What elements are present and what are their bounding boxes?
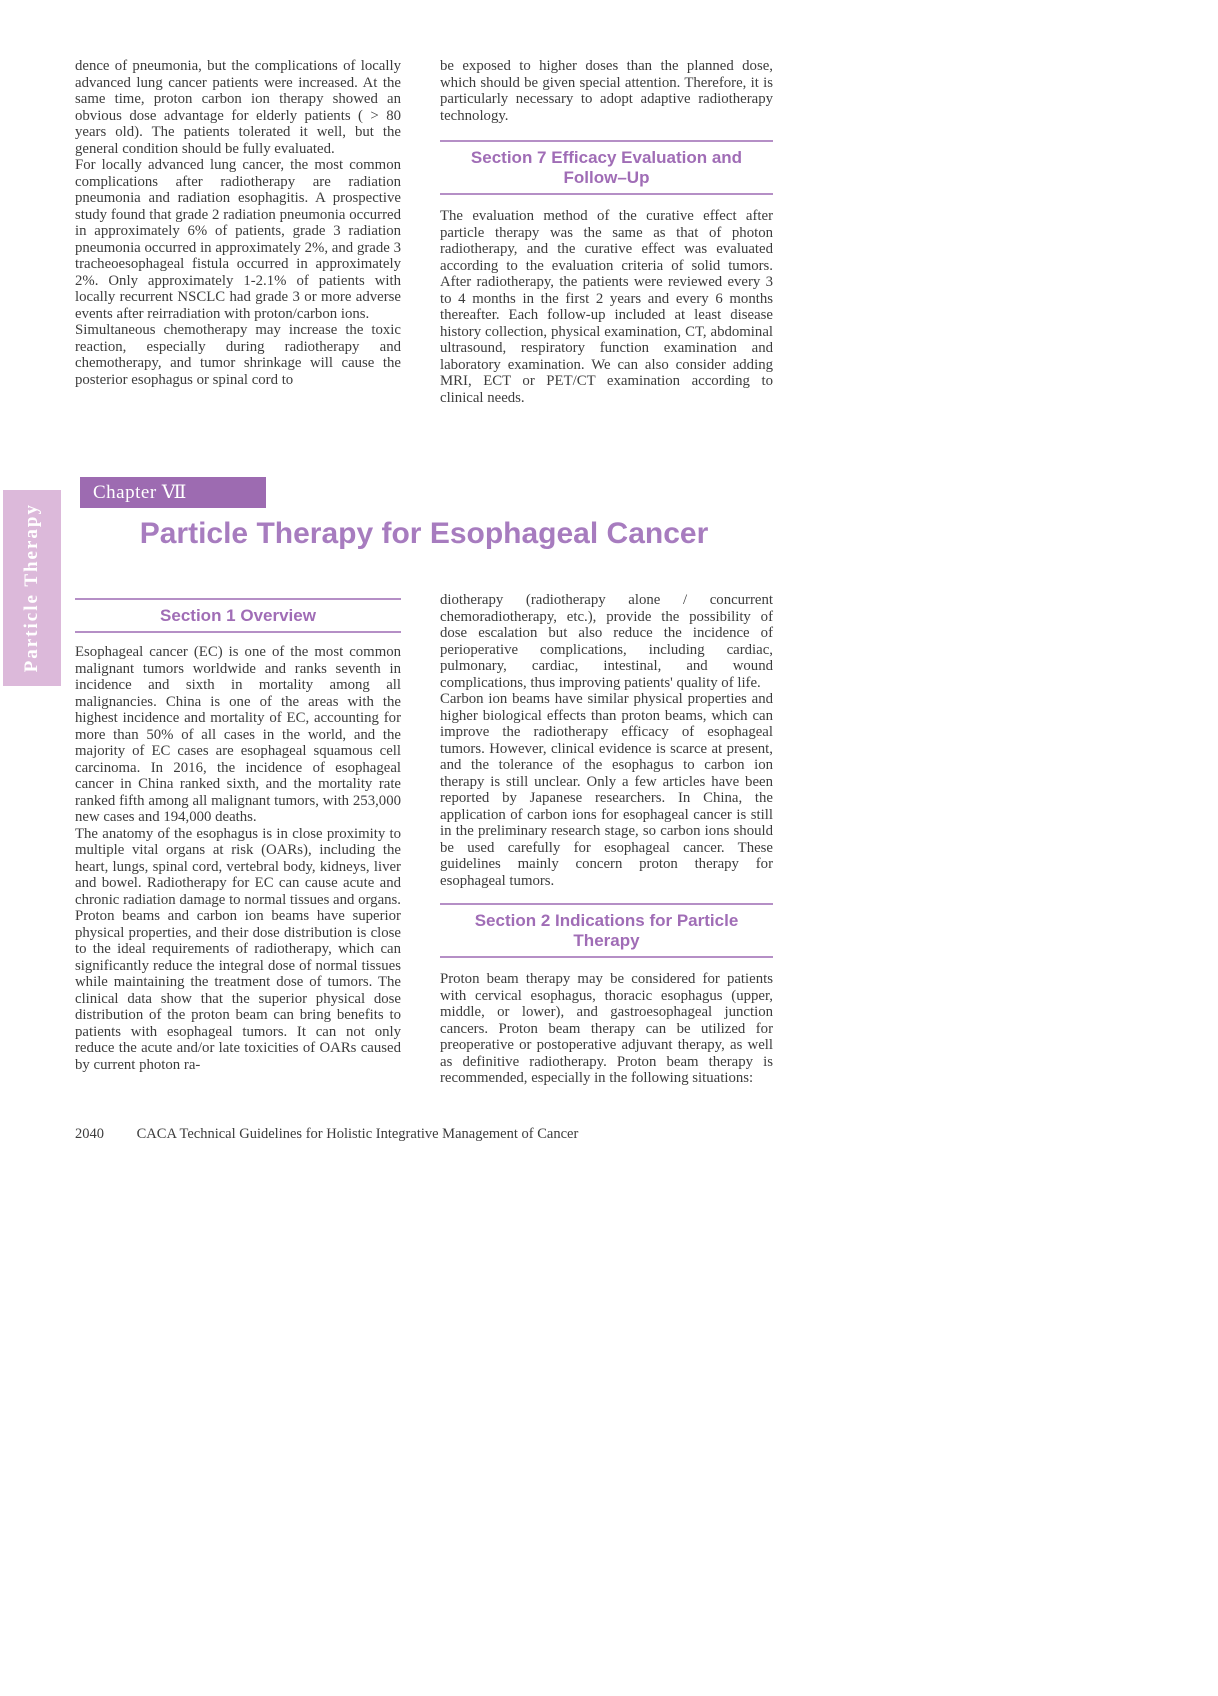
paragraph: be exposed to higher doses than the planned dose, which should be given special attention. Therefore, it is particularly necessary to adopt adaptive radiotherapy technology. [440, 58, 773, 124]
main-right-column [440, 592, 773, 1087]
paragraph: Carbon ion beams have similar physical properties and higher biological effects than proton beams, which can improve the radiotherapy efficacy of esophageal tumors. However, clinical evidence is scarce at present, and the tolerance of the esophagus to carbon ion therapy is still unclear. Only a few articles have been reported by Japanese researchers. In China, the application of carbon ions for esophageal cancer is still in the preliminary research stage, so carbon ions should be used carefully for esophageal cancer. These guidelines mainly concern proton therapy for esophageal tumors. [440, 691, 773, 889]
paragraph: The anatomy of the esophagus is in close proximity to multiple vital organs at risk (OARs), including the heart, lungs, spinal cord, vertebral body, kidneys, liver and bowel. Radiotherapy for EC can cause acute and chronic radiation damage to normal tissues and organs. Proton beams and carbon ion beams have superior physical properties, and their dose distribution is close to the ideal requirements of radiotherapy, which can significantly reduce the integral dose of normal tissues while maintaining the treatment dose of tumors. The clinical data show that the superior physical dose distribution of the proton beam can bring benefits to patients with esophageal tumors. It can not only reduce the acute and/or late toxicities of OARs caused by current photon ra- [75, 825, 401, 1073]
chapter-title: Particle Therapy for Esophageal Cancer [139, 517, 709, 550]
footer-text: CACA Technical Guidelines for Holistic Integrative Management of Cancer [136, 1126, 579, 1142]
top-right-column [440, 58, 773, 406]
section-2-heading: Section 2 Indications for Particle Therapy [440, 903, 773, 958]
footer [75, 1126, 795, 1143]
paragraph: dence of pneumonia, but the complications of locally advanced lung cancer patients were increased. At the same time, proton carbon ion therapy showed an obvious dose advantage for elderly patients ( > 80 years old). The patients tolerated it well, but the general condition should be fully evaluated. [75, 58, 401, 157]
paragraph: For locally advanced lung cancer, the most common complications after radiotherapy are radiation pneumonia and radiation esophagitis. A prospective study found that grade 2 radiation pneumonia occurred in approximately 6% of patients, grade 3 radiation pneumonia occurred in approximately 2%, and grade 3 tracheoesophageal fistula occurred in approximately 2%. Only approximately 1-2.1% of patients with locally recurrent NSCLC had grade 3 or more adverse events after reirradiation with proton/carbon ions. [75, 157, 401, 322]
chapter-label: Chapter Ⅶ [93, 482, 187, 503]
section-1-heading: Section 1 Overview [75, 598, 401, 633]
page-number: 2040 [75, 1126, 104, 1142]
paragraph: Proton beam therapy may be considered for patients with cervical esophagus, thoracic esophagus (upper, middle, or lower), and gastroesophageal junction cancers. Proton beam therapy can be utilized for preoperative or postoperative adjuvant therapy, as well as definitive radiotherapy. Proton beam therapy is recommended, especially in the following situations: [440, 971, 773, 1086]
main-left-column [75, 598, 401, 1073]
chapter-label-box [80, 477, 266, 508]
paragraph: Simultaneous chemotherapy may increase the toxic reaction, especially during radiotherapy and chemotherapy, and tumor shrinkage will cause the posterior esophagus or spinal cord to [75, 322, 401, 388]
sidebar-tab-label: Particle Therapy [21, 503, 42, 673]
sidebar-tab [3, 490, 61, 686]
top-left-column [75, 58, 401, 388]
paragraph: diotherapy (radiotherapy alone / concurrent chemoradiotherapy, etc.), provide the possibility of dose escalation but also reduce the incidence of perioperative complications, including cardiac, pulmonary, cardiac, intestinal, and wound complications, thus improving patients' quality of life. [440, 592, 773, 691]
paragraph: The evaluation method of the curative effect after particle therapy was the same as that of photon radiotherapy, and the curative effect was evaluated according to the evaluation criteria of solid tumors. After radiotherapy, the patients were reviewed every 3 to 4 months in the first 2 years and every 6 months thereafter. Each follow-up included at least disease history collection, physical examination, CT, abdominal ultrasound, respiratory function examination and laboratory examination. We can also consider adding MRI, ECT or PET/CT examination according to clinical needs. [440, 208, 773, 406]
section-7-heading: Section 7 Efficacy Evaluation and Follow–Up [440, 140, 773, 195]
paragraph: Esophageal cancer (EC) is one of the most common malignant tumors worldwide and ranks seventh in incidence and sixth in mortality among all malignancies. China is one of the areas with the highest incidence and mortality of EC, accounting for more than 50% of all cases in the world, and the majority of EC cases are esophageal squamous cell carcinoma. In 2016, the incidence of esophageal cancer in China ranked sixth, and the mortality rate ranked fifth among all malignant tumors, with 253,000 new cases and 194,000 deaths. [75, 644, 401, 825]
